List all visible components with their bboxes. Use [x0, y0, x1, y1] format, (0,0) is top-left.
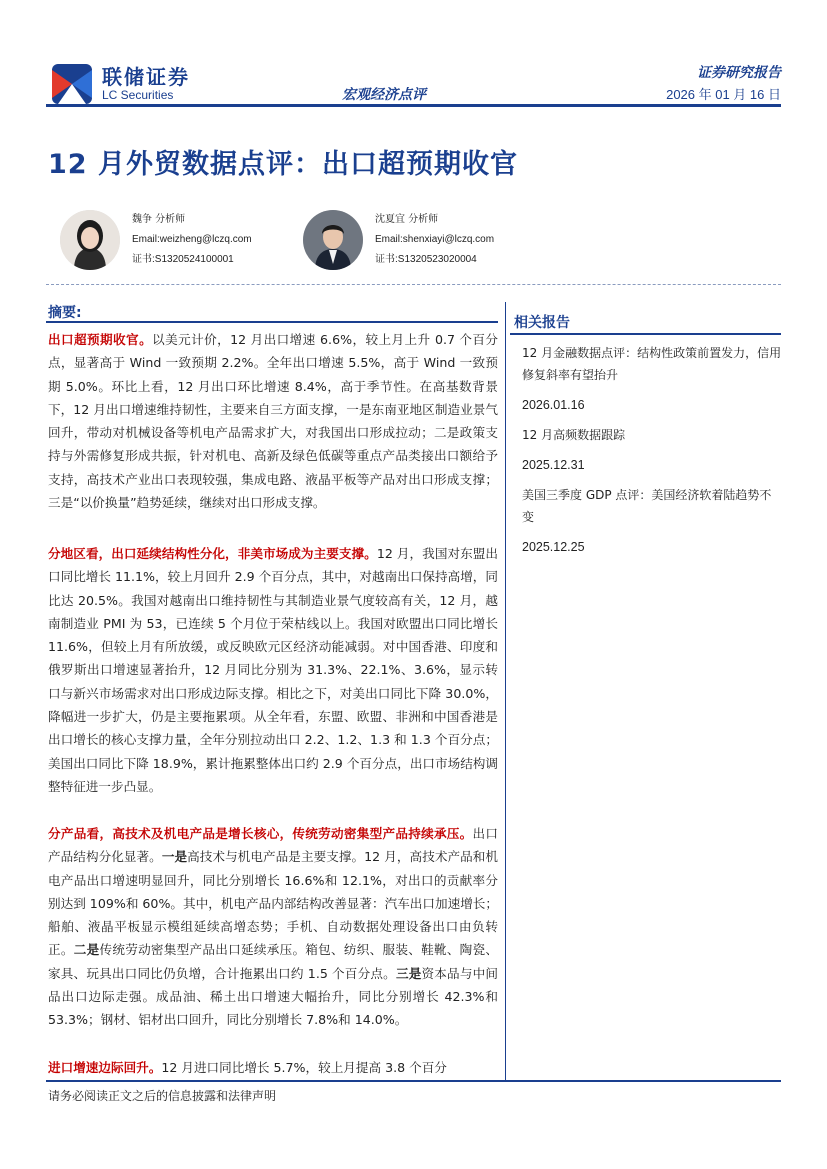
analyst-divider	[46, 284, 781, 285]
point-marker: 一是	[161, 849, 188, 865]
report-date: 2026 年 01 月 16 日	[666, 87, 781, 102]
paragraph-text: 资本品与中间品出口边际走强。成品油、稀土出口增速大幅抬升，同比分别增长 42.3%和 53.3%；钢材、铝材出口回升，同比分别增长 7.8%和 14.0%。	[48, 965, 498, 1028]
paragraph-text: 传统劳动密集型产品出口延续承压。箱包、纺织、服装、鞋靴、陶瓷、家具、玩具出口同比仍负增，合计拖累出口约 1.5 个百分点。	[48, 942, 499, 981]
logo-mark-icon	[50, 62, 94, 106]
avatar	[303, 210, 363, 270]
analyst-card	[60, 210, 252, 270]
paragraph-highlight: 分地区看，出口延续结构性分化，非美市场成为主要支撑。	[48, 546, 377, 561]
page-title: 12 月外贸数据点评：出口超预期收官	[48, 149, 518, 180]
column-divider	[505, 302, 506, 1082]
related-report-link[interactable]: 12 月高频数据跟踪	[522, 428, 626, 442]
related-report-link[interactable]: 12 月金融数据点评：结构性政策前置发力，信用修复斜率有望抬升	[522, 346, 782, 382]
analyst-email[interactable]: Email:shenxiayi@lczq.com	[375, 234, 495, 245]
brand-name-en: LC Securities	[102, 88, 174, 102]
paragraph-text: 高技术与机电产品是主要支撑。12 月，高技术产品和机电产品出口增速明显回升，同比分别增长 16.6%和 12.1%，对出口的贡献率分别达到 109%和 60%。其中，机电产品内部结构改善显著：汽车出口加速增长；船舶、液晶平板显示模组延续高增态势；手机、自动数据处理设备出口由负转正。	[48, 849, 499, 958]
paragraph-highlight: 进口增速边际回升。	[48, 1060, 162, 1075]
related-reports-list	[522, 342, 782, 566]
point-marker: 三是	[395, 965, 422, 981]
paragraph-text: 12 月，我国对东盟出口同比增长 11.1%，较上月回升 2.9 个百分点，其中，对越南出口保持高增，同比达 20.5%。我国对越南出口维持韧性与其制造业景气度较高有关，12 月，越南制造业 PMI 为 53，已连续 5 个月位于荣枯线以上。我国对欧盟出口同比增长 11.6%，但较上月有所放缓，或反映欧元区经济动能减弱。对中国香港、印度和俄罗斯出口增速显著抬升，12 月同比分别为 31.3%、22.1%、3.6%，显示转口与新兴市场需求对出口形成边际支撑。相比之下，对美出口同比下降 30.0%，降幅进一步扩大，仍是主要拖累项。从全年看，东盟、欧盟、非洲和中国香港是出口增长的核心支撑力量，全年分别拉动出口 2.2、1.2、1.3 和 1.3 个百分点；美国出口同比下降 18.9%，累计拖累整体出口约 2.9 个百分点，出口市场结构调整特征进一步凸显。	[48, 546, 499, 794]
paragraph-highlight: 出口超预期收官。	[48, 332, 153, 347]
summary-heading: 摘要:	[48, 305, 82, 321]
analyst-cert: 证书:S1320523020004	[375, 254, 477, 265]
related-report-date: 2026.01.16	[522, 398, 585, 412]
analyst-name: 魏争 分析师	[132, 214, 186, 225]
summary-paragraph	[48, 1056, 498, 1079]
summary-paragraph	[48, 328, 498, 514]
paragraph-text: 出口产品结构分化显著。	[48, 826, 499, 865]
analyst-cert: 证书:S1320524100001	[132, 254, 234, 265]
analyst-name: 沈夏宜 分析师	[375, 214, 439, 225]
summary-paragraph	[48, 822, 498, 1032]
summary-divider	[46, 321, 498, 323]
analyst-card	[303, 210, 494, 270]
related-report-link[interactable]: 美国三季度 GDP 点评：美国经济软着陆趋势不变	[522, 488, 772, 524]
related-divider	[510, 333, 781, 335]
brand-name-cn: 联储证券	[102, 65, 190, 89]
paragraph-highlight: 分产品看，高技术及机电产品是增长核心，传统劳动密集型产品持续承压。	[48, 826, 473, 841]
footer-disclaimer: 请务必阅读正文之后的信息披露和法律声明	[48, 1089, 277, 1103]
related-report-date: 2025.12.31	[522, 458, 585, 472]
footer-divider	[46, 1080, 781, 1082]
paragraph-text: 12 月进口同比增长 5.7%，较上月提高 3.8 个百分	[161, 1060, 447, 1075]
analyst-email[interactable]: Email:weizheng@lczq.com	[132, 234, 252, 245]
report-section: 宏观经济点评	[342, 87, 426, 103]
header-divider	[46, 104, 781, 107]
related-reports-heading: 相关报告	[514, 315, 570, 331]
summary-paragraph	[48, 542, 498, 798]
point-marker: 二是	[73, 942, 100, 958]
related-report-date: 2025.12.25	[522, 540, 585, 554]
report-type: 证券研究报告	[697, 65, 781, 81]
paragraph-text: 以美元计价，12 月出口增速 6.6%，较上月上升 0.7 个百分点，显著高于 Wind 一致预期 2.2%。全年出口增速 5.5%，高于 Wind 一致预期 5.0%。环比上看，12 月出口环比增速 8.4%，高于季节性。在高基数背景下，12 月出口增速维持韧性，主要来自三方面支撑，一是东南亚地区制造业景气回升，带动对机械设备等机电产品需求扩大，对我国出口形成拉动；二是政策支持与外需修复形成共振，针对机电、高新及绿色低碳等重点产品类接出口额给予支持，高技术产业出口表现较强，集成电路、液晶平板等产品对出口形成支撑；三是“以价换量”趋势延续，继续对出口形成支撑。	[48, 332, 498, 511]
avatar	[60, 210, 120, 270]
company-logo	[50, 62, 190, 106]
